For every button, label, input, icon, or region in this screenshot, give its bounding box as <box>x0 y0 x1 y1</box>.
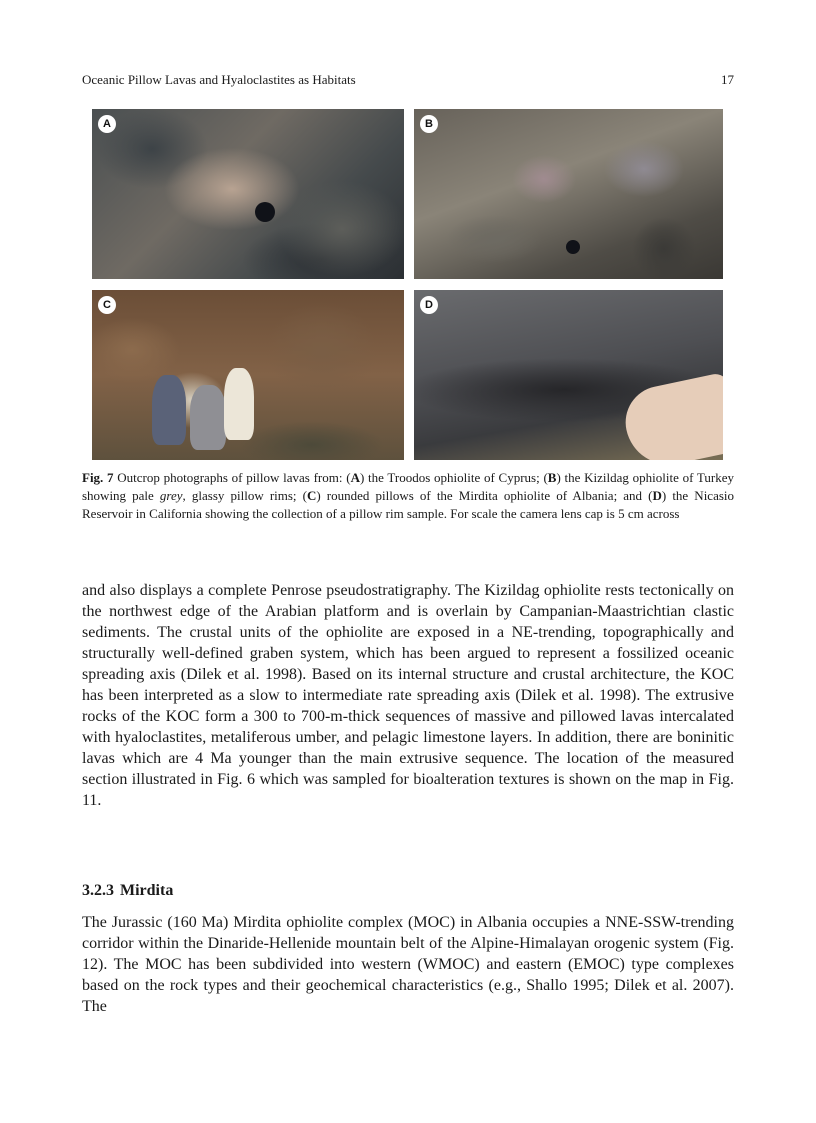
caption-text: , glassy pillow rims; ( <box>182 488 307 503</box>
photo-panel-d <box>414 290 723 460</box>
page-number: 17 <box>721 72 734 87</box>
caption-text: ) rounded pillows of the Mirdita ophiolite of Albania; and ( <box>316 488 653 503</box>
caption-italic: grey <box>159 488 183 503</box>
person-figure <box>190 385 226 450</box>
panel-label-a: A <box>98 115 116 133</box>
body-paragraph: and also displays a complete Penrose pseudostratigraphy. The Kizildag ophiolite rests tectonically on the northwest edge of the Arabian platform and is overlain by Campanian-Maastrichtian clastic sediments. The crustal units of the ophiolite are exposed in a NE-trending, topographically and structurally well-defined graben system, which has been argued to represent a fossilized oceanic spreading axis (Dilek et al. 1998). Based on its internal structure and crustal architecture, the KOC has been interpreted as a slow to intermediate rate spreading axis (Dilek et al. 1998). The extrusive rocks of the KOC form a 300 to 700-m-thick sequences of massive and pillowed lavas intercalated with hyaloclastites, metaliferous umber, and pelagic limestone layers. In addition, there are boninitic lavas which are 4 Ma younger than the main extrusive sequence. The location of the measured section illustrated in Fig. 6 which was sampled for bioalteration textures is shown on the map in Fig. 11. <box>82 582 734 809</box>
running-title: Oceanic Pillow Lavas and Hyaloclastites as Habitats <box>82 72 356 87</box>
photo-panel-a <box>92 109 404 279</box>
section-title: Mirdita <box>120 882 174 899</box>
section-paragraph: The Jurassic (160 Ma) Mirdita ophiolite complex (MOC) in Albania occupies a NNE-SSW-trending corridor within the Dinaride-Hellenide mountain belt of the Alpine-Himalayan orogenic system (Fig. 12). The MOC has been subdivided into western (WMOC) and eastern (EMOC) type complexes based on the rock types and their geochemical characteristics (e.g., Shallo 1995; Dilek et al. 2007). The <box>82 914 734 1015</box>
photo-panel-b <box>414 109 723 279</box>
caption-text: ) the Kizildag ophiolite of Turkey showing pale <box>82 470 735 503</box>
figure-caption <box>82 469 734 523</box>
caption-text: ) the Troodos ophiolite of Cyprus; ( <box>359 470 548 485</box>
panel-label-c: C <box>98 296 116 314</box>
figure-label: Fig. 7 <box>82 470 114 485</box>
caption-ref-d: D <box>652 488 662 503</box>
panel-label-d: D <box>420 296 438 314</box>
person-figure <box>224 368 254 440</box>
caption-ref-a: A <box>350 470 360 485</box>
section-number: 3.2.3 <box>82 882 114 899</box>
photo-panel-c <box>92 290 404 460</box>
panel-label-b: B <box>420 115 438 133</box>
caption-ref-b: B <box>547 470 557 485</box>
caption-text: Outcrop photographs of pillow lavas from: ( <box>113 470 351 485</box>
lens-cap-b <box>566 240 580 254</box>
person-figure <box>152 375 186 445</box>
running-header <box>82 72 734 88</box>
lens-cap-a <box>255 202 275 222</box>
caption-ref-c: C <box>306 488 317 503</box>
hand-image <box>619 371 723 460</box>
section-heading <box>82 882 734 900</box>
caption-text: ) the Nicasio Reservoir in California showing the collection of a pillow rim sample. For scale the camera lens cap is 5 cm across <box>82 488 735 521</box>
